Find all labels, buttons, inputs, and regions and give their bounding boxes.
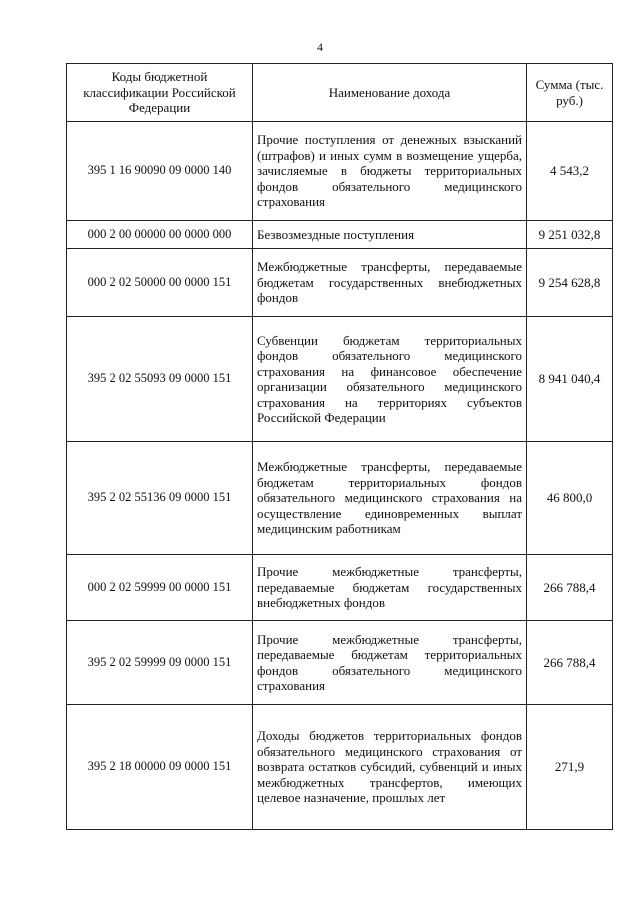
table-row <box>67 442 613 555</box>
row-sum: 4 543,2 <box>527 122 613 221</box>
row-name: Прочие межбюджетные трансферты, передаваемые бюджетам государственных внебюджетных фондов <box>253 555 527 621</box>
row-code: 395 1 16 90090 09 0000 140 <box>67 122 253 221</box>
row-sum: 9 251 032,8 <box>527 221 613 249</box>
row-code: 000 2 00 00000 00 0000 000 <box>67 221 253 249</box>
row-name: Прочие межбюджетные трансферты, передаваемые бюджетам территориальных фондов обязательного медицинского страхования <box>253 621 527 705</box>
row-code: 395 2 02 55136 09 0000 151 <box>67 442 253 555</box>
row-name: Безвозмездные поступления <box>253 221 527 249</box>
row-code: 000 2 02 59999 00 0000 151 <box>67 555 253 621</box>
table-row <box>67 221 613 249</box>
revenue-table <box>66 63 613 830</box>
row-name: Межбюджетные трансферты, передаваемые бюджетам территориальных фондов обязательного медицинского страхования на осуществление единовременных выплат медицинским работникам <box>253 442 527 555</box>
table-row <box>67 122 613 221</box>
row-code: 395 2 02 59999 09 0000 151 <box>67 621 253 705</box>
row-name: Доходы бюджетов территориальных фондов обязательного медицинского страхования от возврата остатков субсидий, субвенций и иных межбюджетных трансфертов, имеющих целевое назначение, прошлых лет <box>253 705 527 830</box>
header-name: Наименование дохода <box>253 64 527 122</box>
table-header-row <box>67 64 613 122</box>
table-row <box>67 621 613 705</box>
table-row <box>67 249 613 317</box>
row-sum: 46 800,0 <box>527 442 613 555</box>
row-name: Прочие поступления от денежных взысканий (штрафов) и иных сумм в возмещение ущерба, зачисляемые в бюджеты территориальных фондов обязательного медицинского страхования <box>253 122 527 221</box>
table-row <box>67 555 613 621</box>
row-sum: 271,9 <box>527 705 613 830</box>
header-code: Коды бюджетной классификации Российской Федерации <box>67 64 253 122</box>
row-sum: 266 788,4 <box>527 621 613 705</box>
row-name: Субвенции бюджетам территориальных фондов обязательного медицинского страхования на финансовое обеспечение организации обязательного медицинского страхования на территориях субъектов Российской Федерации <box>253 317 527 442</box>
row-sum: 266 788,4 <box>527 555 613 621</box>
row-code: 000 2 02 50000 00 0000 151 <box>67 249 253 317</box>
table-row <box>67 317 613 442</box>
row-name: Межбюджетные трансферты, передаваемые бюджетам государственных внебюджетных фондов <box>253 249 527 317</box>
page-number: 4 <box>317 40 323 54</box>
table-row <box>67 705 613 830</box>
row-sum: 9 254 628,8 <box>527 249 613 317</box>
header-sum: Сумма (тыс. руб.) <box>527 64 613 122</box>
row-sum: 8 941 040,4 <box>527 317 613 442</box>
row-code: 395 2 02 55093 09 0000 151 <box>67 317 253 442</box>
row-code: 395 2 18 00000 09 0000 151 <box>67 705 253 830</box>
